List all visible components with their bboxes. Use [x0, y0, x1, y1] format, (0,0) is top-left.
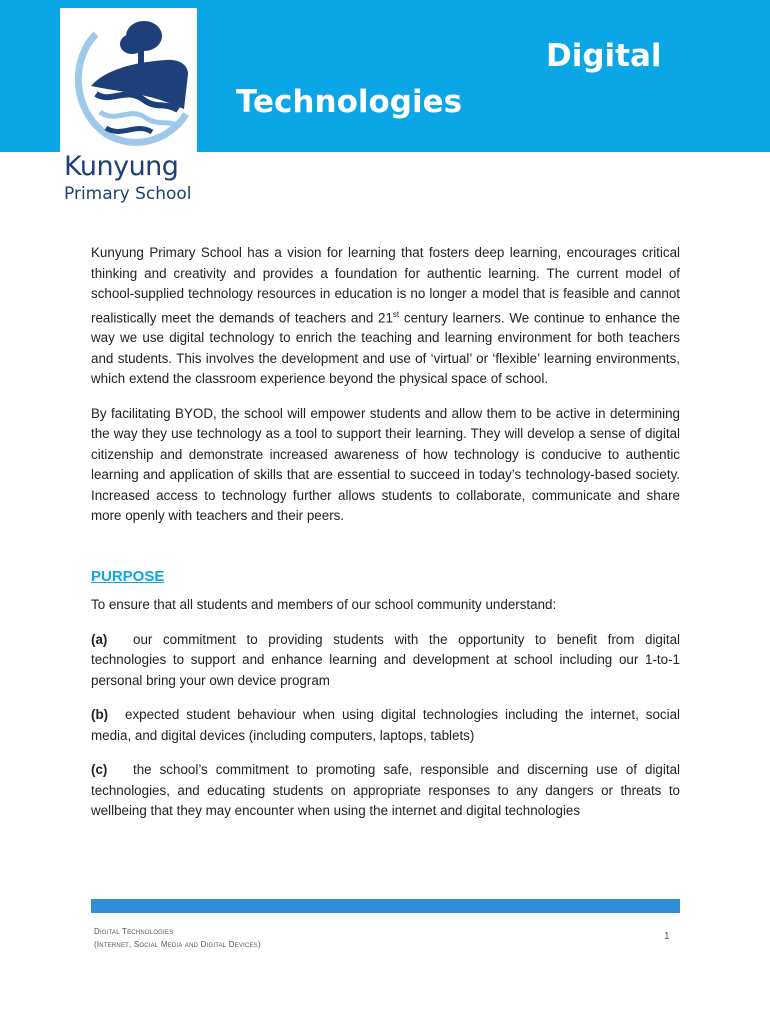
- item-marker: (a): [91, 631, 108, 647]
- document-body: [91, 243, 680, 836]
- page-title-line1: Digital: [546, 38, 662, 74]
- page-title-line2: Technologies: [236, 84, 463, 120]
- item-text: our commitment to providing students with the opportunity to benefit from digital technologies to support and enhance learning and development at school including our 1-to-1 personal bring your own device program: [91, 631, 680, 688]
- purpose-heading: PURPOSE: [91, 567, 165, 585]
- item-marker: (b): [91, 707, 109, 723]
- purpose-intro: To ensure that all students and members of our school community understand:: [91, 597, 557, 613]
- intro-text: Kunyung Primary School has a vision for learning that fosters deep learning, encourages critical thinking and creativity and provides a foundation for authentic learning. The current model of school-supplied technology resources in education is no longer a model that is feasible and cannot realistically meet the demands of teachers and 21: [91, 245, 680, 325]
- intro-text-end: century learners. We continue to enhance the way we use digital technology to enrich the teaching and learning environment for both teachers and students. This involves the development and use of ‘virtual’ or ‘flexible’ learning environments, which extend the classroom experience beyond the physical space of school.: [91, 309, 680, 387]
- byod-paragraph: By facilitating BYOD, the school will empower students and allow them to be active in determining the way they use technology as a tool to support their learning. They will develop a sense of digital citizenship and demonstrate increased awareness of how technology is conducive to authentic learning and application of skills that are essential to succeed in today’s technology-based society. Increased access to technology further allows students to collaborate, communicate and share more openly with teachers and their peers.: [91, 405, 680, 524]
- item-text: expected student behaviour when using digital technologies including the internet, social media, and digital devices (including computers, laptops, tablets): [91, 707, 680, 743]
- school-logo: [60, 8, 197, 208]
- footer-bar: [91, 899, 680, 913]
- footer-line2: (Internet, Social Media and Digital Devices): [94, 940, 261, 949]
- purpose-item-a: [91, 630, 680, 692]
- purpose-item-c: [91, 760, 680, 822]
- school-subtitle: Primary School: [64, 184, 192, 204]
- school-name: Kunyung: [64, 151, 179, 182]
- item-text: the school’s commitment to promoting safe, responsible and discerning use of digital technologies, and educating students on appropriate responses to any dangers or threats to wellbeing that they may encounter when using the internet and digital technologies: [91, 762, 680, 819]
- intro-paragraph: [91, 243, 680, 390]
- footer-line1: Digital Technologies: [94, 927, 174, 936]
- purpose-item-b: [91, 705, 680, 746]
- footer-text: [94, 925, 261, 951]
- item-marker: (c): [91, 762, 108, 778]
- ordinal-suffix: st: [392, 309, 400, 319]
- school-logo-emblem-icon: [66, 14, 191, 149]
- page-number: 1: [664, 931, 670, 942]
